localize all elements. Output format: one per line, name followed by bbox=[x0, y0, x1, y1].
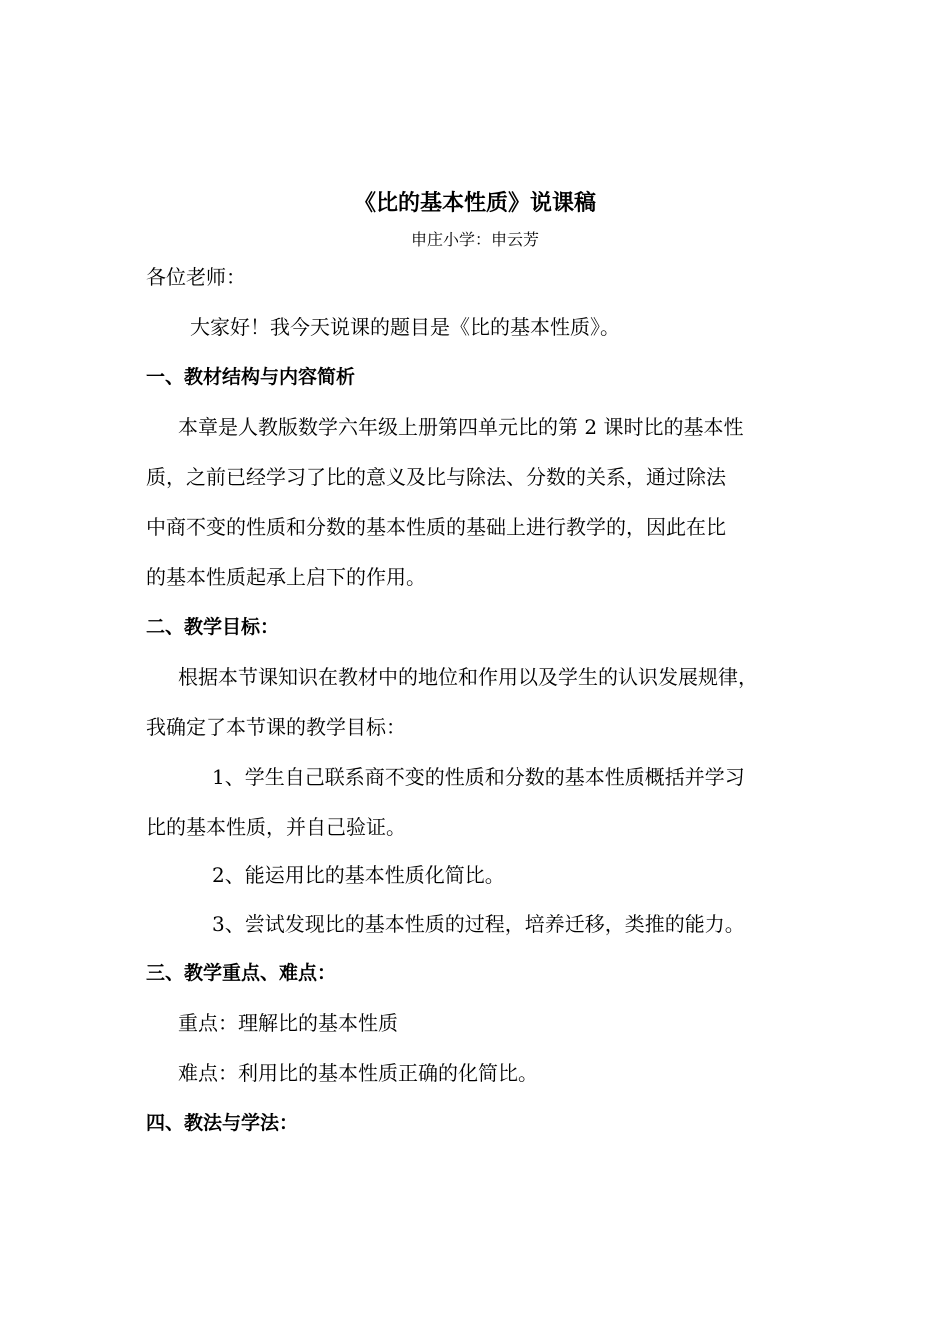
list-item: 2、能运用比的基本性质化简比。 bbox=[212, 863, 505, 887]
paragraph-line: 我确定了本节课的教学目标： bbox=[146, 715, 406, 739]
section-heading-1: 一、教材结构与内容简析 bbox=[146, 366, 356, 388]
key-point: 重点：理解比的基本性质 bbox=[178, 1011, 398, 1035]
section-heading-4: 四、教法与学法： bbox=[146, 1112, 299, 1134]
document-title: 《比的基本性质》说课稿 bbox=[353, 191, 596, 216]
paragraph-line: 本章是人教版数学六年级上册第四单元比的第 2 课时比的基本性 bbox=[178, 415, 744, 439]
difficult-point: 难点：利用比的基本性质正确的化简比。 bbox=[178, 1061, 538, 1085]
paragraph-line: 的基本性质起承上启下的作用。 bbox=[146, 565, 426, 589]
section-heading-3: 三、教学重点、难点： bbox=[146, 962, 337, 984]
greeting: 大家好！我今天说课的题目是《比的基本性质》。 bbox=[190, 315, 620, 339]
paragraph-line: 中商不变的性质和分数的基本性质的基础上进行教学的，因此在比 bbox=[146, 515, 726, 539]
section-heading-2: 二、教学目标： bbox=[146, 616, 280, 638]
paragraph-line: 比的基本性质，并自己验证。 bbox=[146, 815, 406, 839]
document-author: 申庄小学：申云芳 bbox=[410, 230, 539, 249]
list-item: 1、学生自己联系商不变的性质和分数的基本性质概括并学习 bbox=[212, 765, 745, 789]
paragraph-line: 质，之前已经学习了比的意义及比与除法、分数的关系，通过除法 bbox=[146, 465, 726, 489]
list-item: 3、尝试发现比的基本性质的过程，培养迁移，类推的能力。 bbox=[212, 912, 745, 936]
paragraph-line: 根据本节课知识在教材中的地位和作用以及学生的认识发展规律， bbox=[178, 665, 758, 689]
salutation: 各位老师： bbox=[146, 265, 246, 289]
